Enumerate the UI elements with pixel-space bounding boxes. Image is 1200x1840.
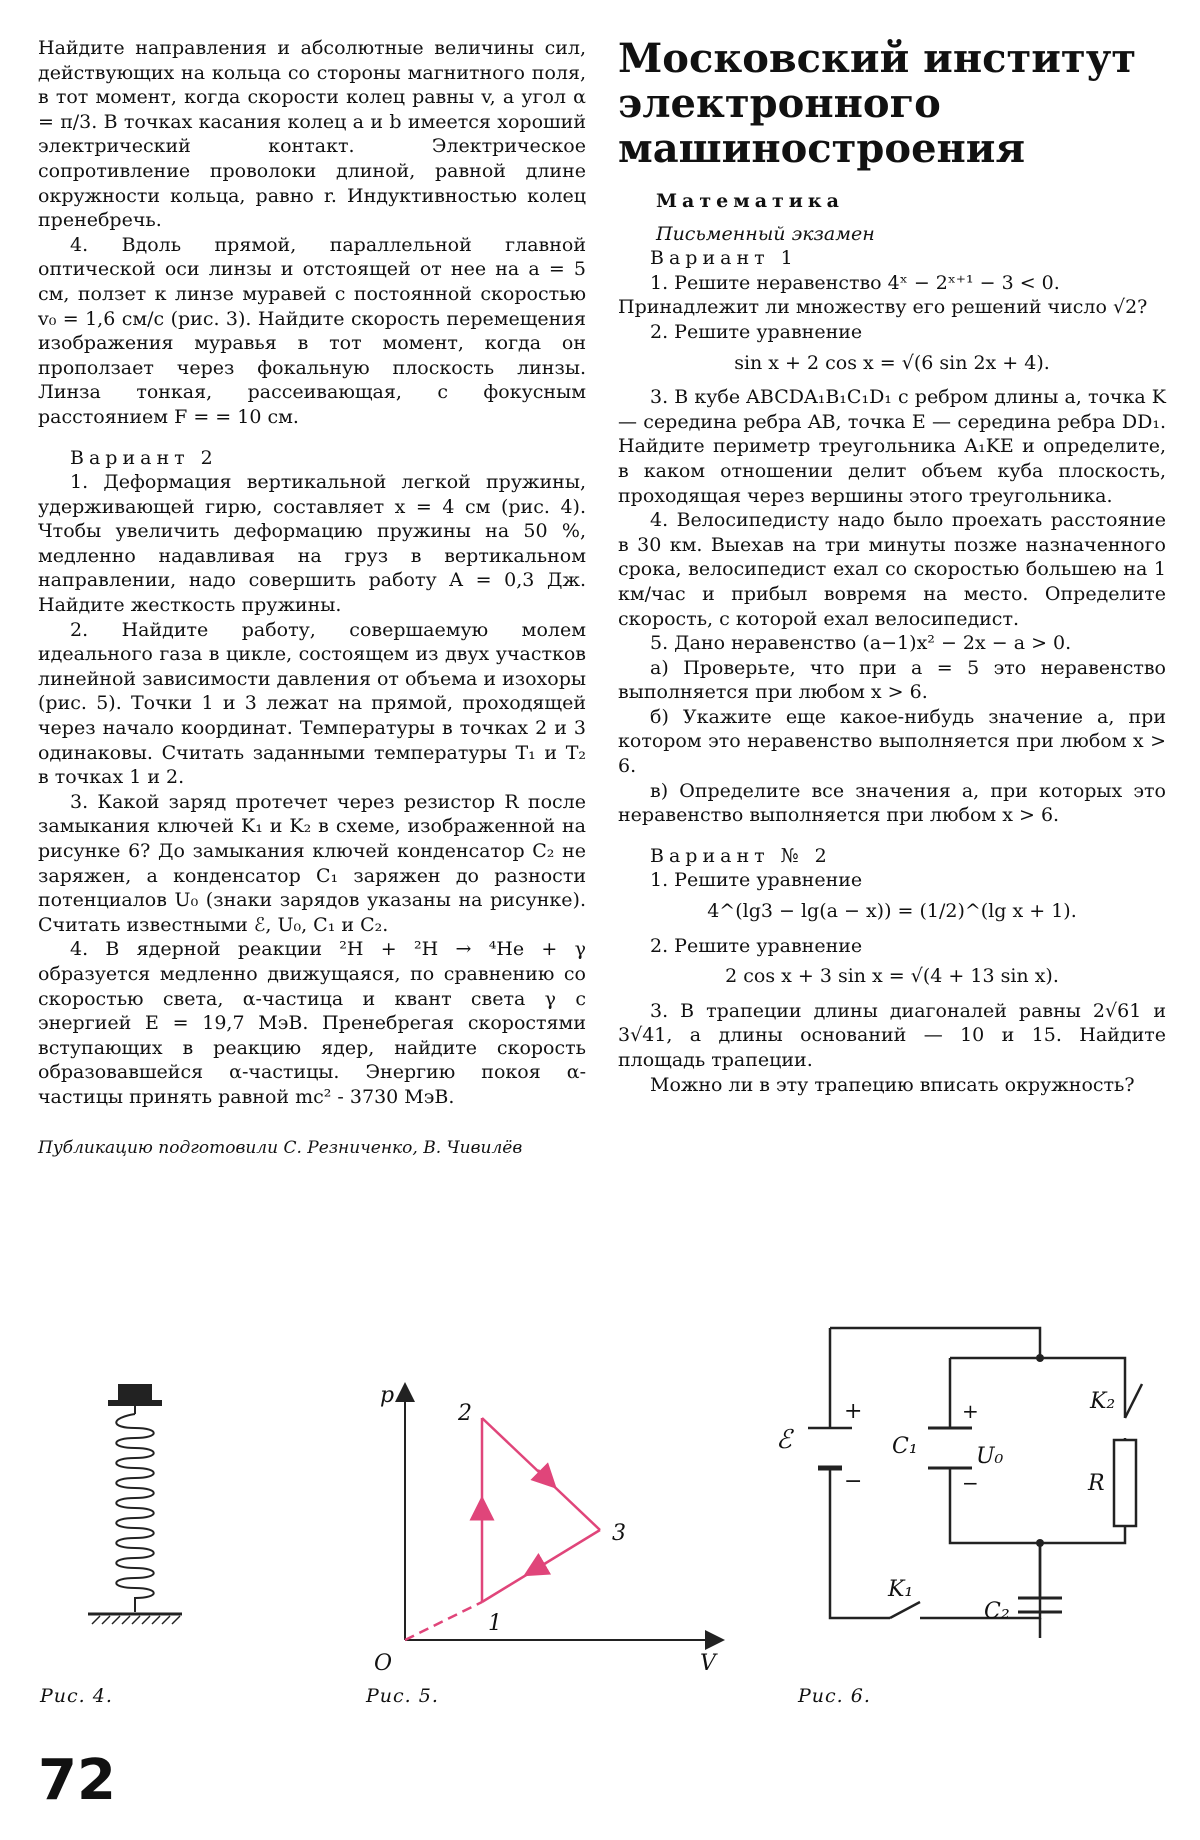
subject-heading: Математика	[656, 190, 844, 212]
arrow-down-left	[534, 1563, 546, 1570]
resistor-r	[1114, 1440, 1136, 1526]
figure-5-pv-diagram	[360, 1370, 730, 1690]
r-label: R	[1088, 1471, 1105, 1496]
problem-4: 4. Вдоль прямой, параллельной главной оптической оси линзы и отстоящей от нее на a = 5 см, ползет к линзе муравей с постоянной скоростью v₀ = 1,6 см/с (рис. 3). Найдите скорость перемещения изображения муравья в тот момент, когда он проползает через фокальную плоскость линзы. Линза тонкая, рассеивающая, с фокусным расстоянием F = = 10 см.	[38, 233, 586, 428]
v1-problem-1b: Принадлежит ли множеству его решений число √2?	[618, 296, 1148, 319]
figure-4-spring	[80, 1380, 190, 1640]
left-column	[38, 36, 586, 1160]
v2-problem-2: 2. Решите уравнение	[650, 934, 863, 957]
intro-paragraph: Найдите направления и абсолютные величины сил, действующих на кольца со стороны магнитного поля, в тот момент, когда скорости колец равны v, а угол α = π/3. В точках касания колец a и b имеется хороший электрический контакт. Электрическое сопротивление проволоки длиной, равной длине окружности кольца, равно r. Индуктивностью колец пренебречь.	[38, 37, 586, 232]
v1-formula-2: sin x + 2 cos x = √(6 sin 2x + 4).	[734, 351, 1050, 374]
figures-area	[0, 1310, 1200, 1710]
variant-1-heading: Вариант 1	[650, 247, 798, 270]
v1-problem-2: 2. Решите уравнение	[650, 320, 863, 343]
k2-switch	[1125, 1384, 1142, 1418]
weight-block	[118, 1384, 152, 1402]
problem-4-nuclear: 4. В ядерной реакции ²H + ²H → ⁴He + γ образуется медленно движущаяся, по сравнению со скоростью света, α-частица и квант света γ с энергией E = 19,7 МэВ. Пренебрегая скоростями вступающих в реакцию ядер, найдите скорость образовавшейся α-частицы. Энергию покоя α-частицы принять равной mc² - 3730 МэВ.	[38, 938, 586, 1108]
v2-formula-1: 4^(lg3 − lg(a − x)) = (1/2)^(lg x + 1).	[707, 900, 1077, 923]
figure-6-caption: Рис. 6.	[798, 1685, 871, 1707]
problem-2: 2. Найдите работу, совершаемую молем идеального газа в цикле, состоящем из двух участков линейной зависимости давления от объема и изохоры (рис. 5). Точки 1 и 3 лежат на прямой, проходящей через начало координат. Температуры в точках 2 и 3 одинаковы. Считать заданными температуры T₁ и T₂ в точках 1 и 2.	[38, 618, 586, 789]
floor-hatch	[92, 1616, 180, 1624]
node-bottom	[1036, 1539, 1044, 1547]
node-top	[1036, 1354, 1044, 1362]
problem-3: 3. Какой заряд протечет через резистор R после замыкания ключей K₁ и K₂ в схеме, изображенной на рисунке 6? До замыкания ключей конденсатор C₂ не заряжен, а конденсатор C₁ заряжен до разности потенциалов U₀ (знаки зарядов указаны на рисунке). Считать известными ℰ, U₀, C₁ и C₂.	[38, 790, 586, 936]
problem-1: 1. Деформация вертикальной легкой пружины, удерживающей гирю, составляет x = 4 см (рис. 4). Чтобы увеличить деформацию пружины на 50 %, медленно надавливая на груз в вертикальном направлении, надо совершить работу A = 0,3 Дж. Найдите жесткость пружины.	[38, 471, 586, 617]
emf-plus: +	[844, 1399, 863, 1424]
emf-label: ℰ	[776, 1425, 792, 1455]
page-number: 72	[38, 1748, 116, 1813]
point-2-label: 2	[458, 1401, 472, 1426]
exam-type: Письменный экзамен	[656, 222, 875, 245]
k1-label: K₁	[888, 1577, 914, 1602]
figure-4-caption: Рис. 4.	[40, 1685, 113, 1707]
p-axis-label: p	[380, 1383, 395, 1408]
v1-problem-5: 5. Дано неравенство (a−1)x² − 2x − a > 0.	[650, 632, 1072, 655]
v1-problem-5a: а) Проверьте, что при a = 5 это неравенство выполняется при любом x > 6.	[618, 656, 1166, 704]
v2-problem-3b: Можно ли в эту трапецию вписать окружность?	[650, 1073, 1135, 1096]
emf-minus: −	[844, 1469, 863, 1494]
spring-coils	[116, 1414, 154, 1612]
variant-2-heading: Вариант 2	[70, 446, 218, 469]
v1-problem-5b: б) Укажите еще какое-нибудь значение a, при котором это неравенство выполняется при любом x > 6.	[618, 705, 1166, 778]
credit-line: Публикацию подготовили С. Резниченко, В. Чивилёв	[38, 1137, 523, 1158]
k1-switch	[890, 1602, 920, 1618]
origin-label: O	[374, 1651, 393, 1676]
dashed-origin-line	[405, 1602, 482, 1640]
v1-problem-3: 3. В кубе ABCDA₁B₁C₁D₁ с ребром длины a, точка K — середина ребра AB, точка E — середина ребра DD₁. Найдите периметр треугольника A₁KE и определите, в каком отношении делит объем куба плоскость, проходящая через вершины этого треугольника.	[618, 386, 1166, 507]
u0-label: U₀	[976, 1444, 1004, 1469]
figure-6-circuit	[770, 1318, 1170, 1678]
v1-problem-4: 4. Велосипедисту надо было проехать расстояние в 30 км. Выехав на три минуты позже назначенного срока, велосипедист ехал со скоростью большею на 1 км/час и прибыл вовремя на место. Определите скорость, с которой ехал велосипедист.	[618, 509, 1166, 630]
c1-minus: −	[962, 1471, 979, 1495]
v2-problem-3: 3. В трапеции длины диагоналей равны 2√61 и 3√41, а длины оснований — 10 и 15. Найдите площадь трапеции.	[618, 999, 1166, 1071]
c1-plus: +	[962, 1399, 979, 1423]
v-axis-label: V	[700, 1651, 716, 1676]
c2-label: C₂	[984, 1599, 1010, 1624]
point-1-label: 1	[488, 1611, 502, 1636]
v1-problem-1: 1. Решите неравенство 4ˣ − 2ˣ⁺¹ − 3 < 0.	[650, 271, 1060, 294]
v2-problem-1: 1. Решите уравнение	[650, 869, 863, 892]
institute-title: Московский институт электронного машиностроения	[618, 35, 1137, 172]
figure-5-caption: Рис. 5.	[366, 1685, 439, 1707]
v2-formula-2: 2 cos x + 3 sin x = √(4 + 13 sin x).	[725, 965, 1059, 988]
v1-problem-5c: в) Определите все значения a, при которых это неравенство выполняется при любом x > 6.	[618, 779, 1166, 827]
right-column	[618, 36, 1166, 1097]
arrow-down-right	[538, 1470, 548, 1480]
variant-2-math-heading: Вариант № 2	[650, 844, 832, 867]
point-3-label: 3	[612, 1521, 626, 1546]
k2-label: K₂	[1090, 1389, 1116, 1414]
c1-label: C₁	[892, 1434, 918, 1459]
weight-base	[108, 1400, 162, 1406]
